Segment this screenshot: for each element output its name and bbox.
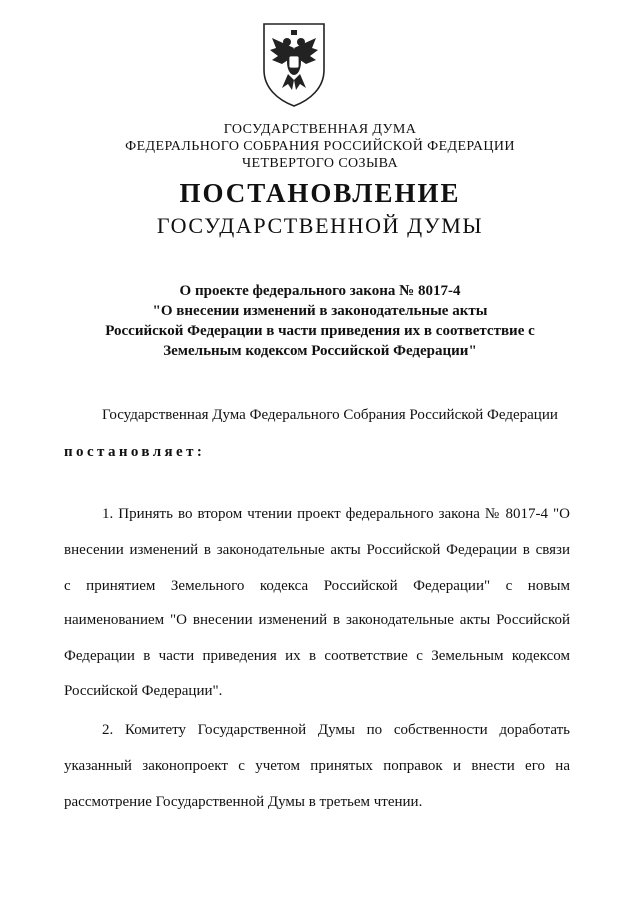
subject-line-4: Земельным кодексом Российской Федерации" xyxy=(163,343,477,359)
paragraph-1-line: Российской Федерации". xyxy=(64,683,223,699)
intro-text: Государственная Дума Федерального Собрания Российской Федерации xyxy=(102,407,558,423)
paragraph-1-line: 1. Принять во втором чтении проект федерального закона № 8017-4 "О xyxy=(102,506,570,522)
paragraph-1-line: с принятием Земельного кодекса Российской Федерации" с новым xyxy=(64,578,570,594)
header-line-3: ЧЕТВЕРТОГО СОЗЫВА xyxy=(242,156,398,171)
subject-line-2: "О внесении изменений в законодательные акты xyxy=(152,303,488,319)
paragraph-2-line: указанный законопроект с учетом принятых поправок и внести его на xyxy=(64,758,570,774)
decrees-word: постановляет: xyxy=(64,444,206,460)
document-title: ПОСТАНОВЛЕНИЕ xyxy=(179,178,461,208)
document-subtitle: ГОСУДАРСТВЕННОЙ ДУМЫ xyxy=(156,213,484,238)
coat-of-arms-emblem xyxy=(258,18,330,108)
paragraph-1-line: наименованием "О внесении изменений в законодательные акты Российской xyxy=(64,612,570,628)
subject-line-1: О проекте федерального закона № 8017-4 xyxy=(179,283,461,299)
header-line-1: ГОСУДАРСТВЕННАЯ ДУМА xyxy=(223,122,417,137)
header-line-2: ФЕДЕРАЛЬНОГО СОБРАНИЯ РОССИЙСКОЙ ФЕДЕРАЦИИ xyxy=(125,139,515,154)
subject-line-3: Российской Федерации в части приведения их в соответствие с xyxy=(105,323,535,339)
paragraph-1-line: Федерации в части приведения их в соответствие с Земельным кодексом xyxy=(64,648,570,664)
paragraph-2-line: 2. Комитету Государственной Думы по собственности доработать xyxy=(102,722,570,738)
paragraph-2-line: рассмотрение Государственной Думы в третьем чтении. xyxy=(64,794,423,810)
paragraph-1-line: внесении изменений в законодательные акты Российской Федерации в связи xyxy=(64,542,570,558)
